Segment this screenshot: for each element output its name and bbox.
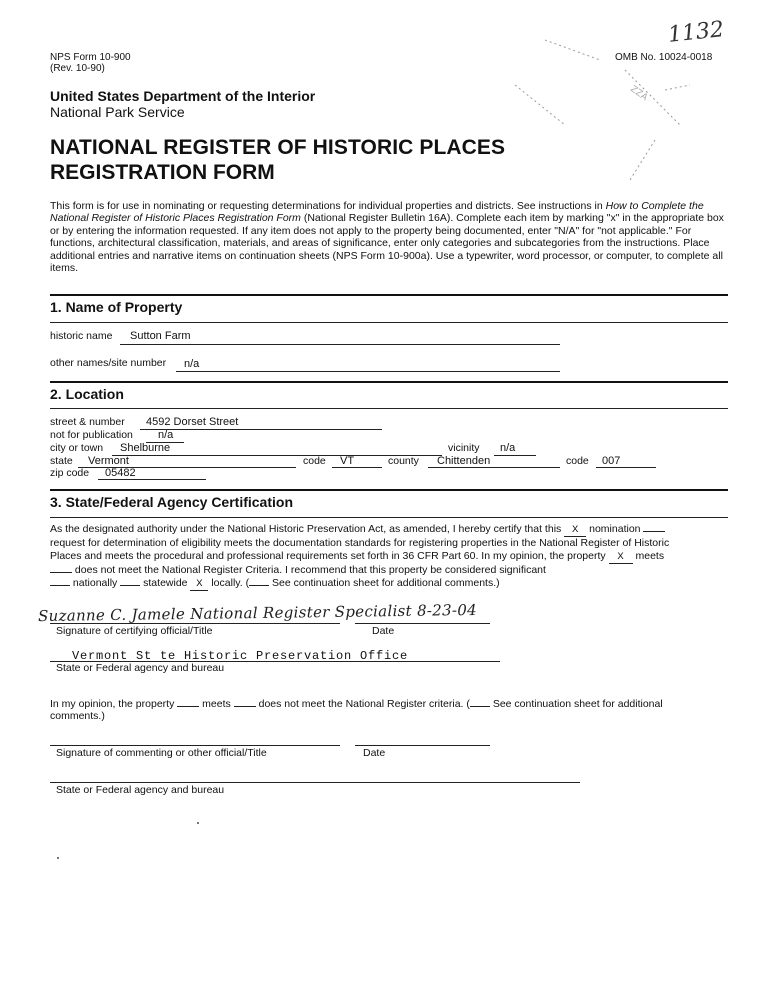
commenting-date-underline [355,745,490,746]
commenting-date-label: Date [363,747,386,759]
opinion-continuation-blank [470,706,490,707]
agency2-label: State or Federal agency and bureau [56,784,225,796]
cert-line4: does not meet the National Register Criteria. I recommend that this property be considered significant [74,564,546,577]
opinion-text-c: does not meet the National Register criteria. ( [258,698,470,710]
stamp-marks [505,30,705,180]
does-not-meet-blank [50,572,72,573]
opinion-meets-blank [177,706,199,707]
county-label: county [388,455,419,467]
continuation-text: See continuation sheet for additional comments.) [272,576,500,589]
zip-underline [98,479,206,480]
nfp-label: not for publication [50,429,133,441]
vicinity-label: vicinity [448,442,480,454]
opinion-paragraph [50,698,740,723]
scan-speck [57,857,59,859]
opinion-notmeet-blank [234,706,256,707]
certifying-signature: Suzanne C. Jamele National Register Specialist 8-23-04 [37,600,478,626]
section3-heading: 3. State/Federal Agency Certification [50,494,293,510]
cert-line3b: meets [635,549,665,562]
statewide-blank [120,585,140,586]
meets-mark: X [609,551,633,564]
other-names-label: other names/site number [50,357,167,369]
cert-line1a: As the designated authority under the National Historic Preservation Act, as amended, I hereby certify that this [50,523,562,535]
section1-heading: 1. Name of Property [50,299,183,315]
state-value: Vermont [88,455,129,467]
agency-label: State or Federal agency and bureau [56,662,225,674]
city-label: city or town [50,442,104,454]
opinion-text-e: comments.) [50,710,105,723]
county-code-value: 007 [602,455,621,467]
section1-rule-bottom [50,322,728,323]
street-label: street & number [50,416,125,428]
vicinity-underline [494,455,536,456]
request-blank [643,531,665,532]
cert-line2: request for determination of eligibility meets the documentation standards for registering properties in the National Register of Historic [50,537,670,550]
section2-rule-bottom [50,408,728,409]
form-revision: (Rev. 10-90) [50,63,105,74]
date-label: Date [372,625,395,637]
date-underline [355,623,490,624]
state-code-value: VT [340,455,355,467]
intro-paragraph [50,200,730,274]
historic-name-underline [120,344,560,345]
historic-name-value: Sutton Farm [130,330,191,342]
locally-label: locally. ( [211,576,250,589]
county-code-underline [596,467,656,468]
form-title-line2: REGISTRATION FORM [50,161,275,184]
nomination-mark: X [564,524,586,537]
nfp-value: n/a [158,429,174,441]
county-value: Chittenden [437,455,491,467]
service-name: National Park Service [50,104,185,120]
svg-text:ZZA: ZZA [628,84,650,104]
commenting-signature-underline [50,745,340,746]
opinion-text-b: meets [202,698,231,710]
commenting-signature-label: Signature of commenting or other official/Title [56,747,267,759]
signature-label: Signature of certifying official/Title [56,625,213,637]
nationally-label: nationally [72,576,118,589]
agency-value: Vermont St te Historic Preservation Office [72,649,409,663]
state-code-label: code [303,455,326,467]
scan-speck [197,822,199,824]
other-names-underline [176,371,560,372]
intro-text-2: (National Register Bulletin 16A). Complete each item by marking "x" in the appropriate box or by entering the information requested. If any item does not apply to the property being documented, enter "N/A" for "not applicable." For functions, architectural classification, materials, and areas of significance, enter only categories and subcategories from the instructions. Place additional entries and narrative items on continuation sheets (NPS Form 10-900a). Use a typewriter, word processor, or computer, to complete all items. [50,212,724,275]
zip-label: zip code [50,467,90,479]
section3-rule-bottom [50,517,728,518]
statewide-label: statewide [143,576,188,589]
continuation-blank [249,585,269,586]
intro-italic-title: How to Complete the National Register of Historic Places Registration Form [50,200,704,225]
city-value: Shelburne [120,442,171,454]
county-code-label: code [566,455,589,467]
state-label: state [50,455,73,467]
other-names-value: n/a [184,358,200,370]
agency2-underline [50,782,580,783]
signature-underline [50,623,340,624]
nationally-blank [50,585,70,586]
state-code-underline [332,467,382,468]
cert-line3a: Places and meets the procedural and professional requirements set forth in 36 CFR Part 60. In my opinion, the property [50,549,606,562]
handwritten-number: 1132 [666,17,726,48]
form-title-line1: NATIONAL REGISTER OF HISTORIC PLACES [50,136,506,159]
zip-value: 05482 [105,467,136,479]
street-underline [140,429,382,430]
street-value: 4592 Dorset Street [146,416,239,428]
section3-rule-top [50,489,728,491]
locally-mark: X [190,578,208,591]
historic-name-label: historic name [50,330,113,342]
section1-rule-top [50,294,728,296]
opinion-text-d: See continuation sheet for additional [492,698,663,710]
omb-number: OMB No. 10024-0018 [615,52,713,63]
section2-rule-top [50,381,728,383]
opinion-text-a: In my opinion, the property [50,698,175,710]
cert-line1b: nomination [589,523,641,535]
section2-heading: 2. Location [50,386,124,402]
county-underline [428,467,560,468]
vicinity-value: n/a [500,442,516,454]
form-number: NPS Form 10-900 [50,52,131,63]
intro-text-1: This form is for use in nominating or requesting determinations for individual properties and districts. See instructions in [50,200,606,212]
department-name: United States Department of the Interior [50,88,316,104]
certification-paragraph [50,523,740,591]
